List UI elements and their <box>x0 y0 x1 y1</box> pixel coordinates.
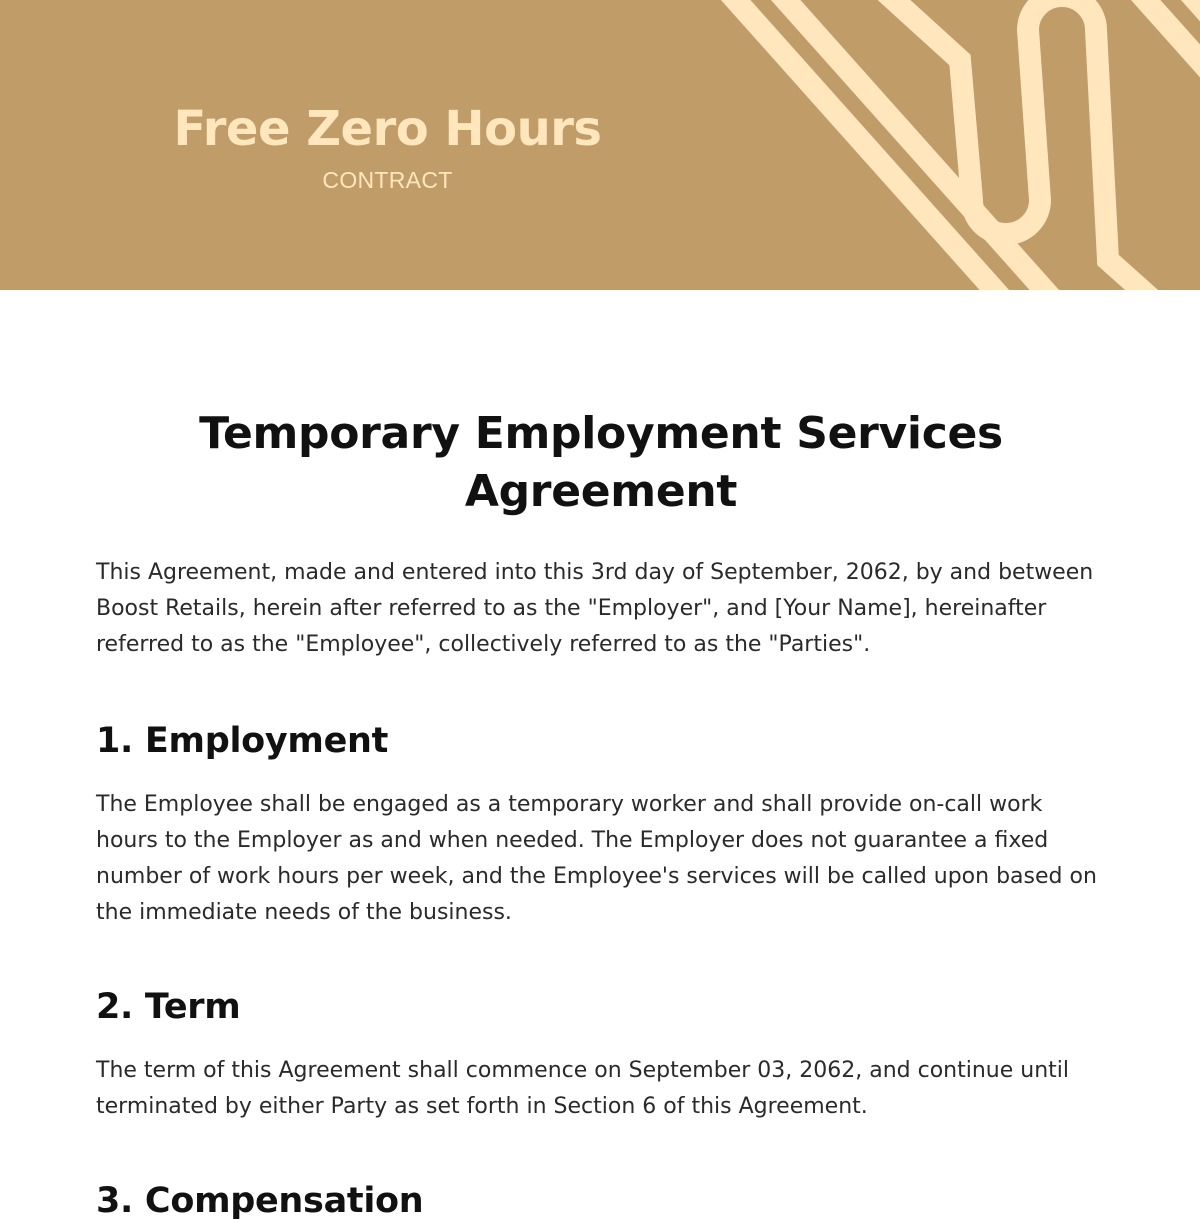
section-body-term: The term of this Agreement shall commence on September 03, 2062, and continue until terminated by either Party as set forth in Section 6 of this Agreement. <box>96 1058 1070 1119</box>
header-banner <box>0 0 1200 290</box>
banner-subtitle: CONTRACT <box>322 167 453 193</box>
document-title: Temporary Employment Services Agreement <box>199 408 1003 517</box>
section-body-employment: The Employee shall be engaged as a temporary worker and shall provide on-call work hours to the Employer as and when needed. The Employer does not guarantee a fixed number of work hours per week, and the Employee's services will be called upon based on the immediate needs of the business. <box>96 792 1097 925</box>
stripe <box>700 0 1030 290</box>
banner-title: Free Zero Hours <box>173 101 602 157</box>
section-heading-compensation: 3. Compensation <box>96 1181 424 1221</box>
stripe <box>1110 0 1200 290</box>
document-body <box>96 405 1106 1223</box>
intro-paragraph: This Agreement, made and entered into this 3rd day of September, 2062, by and between Boost Retails, herein after referred to as the "Employer", and [Your Name], hereinafter referred to as the "Employee", collectively referred to as the "Parties". <box>96 560 1094 657</box>
section-heading-employment: 1. Employment <box>96 721 389 761</box>
section-heading-term: 2. Term <box>96 987 241 1027</box>
